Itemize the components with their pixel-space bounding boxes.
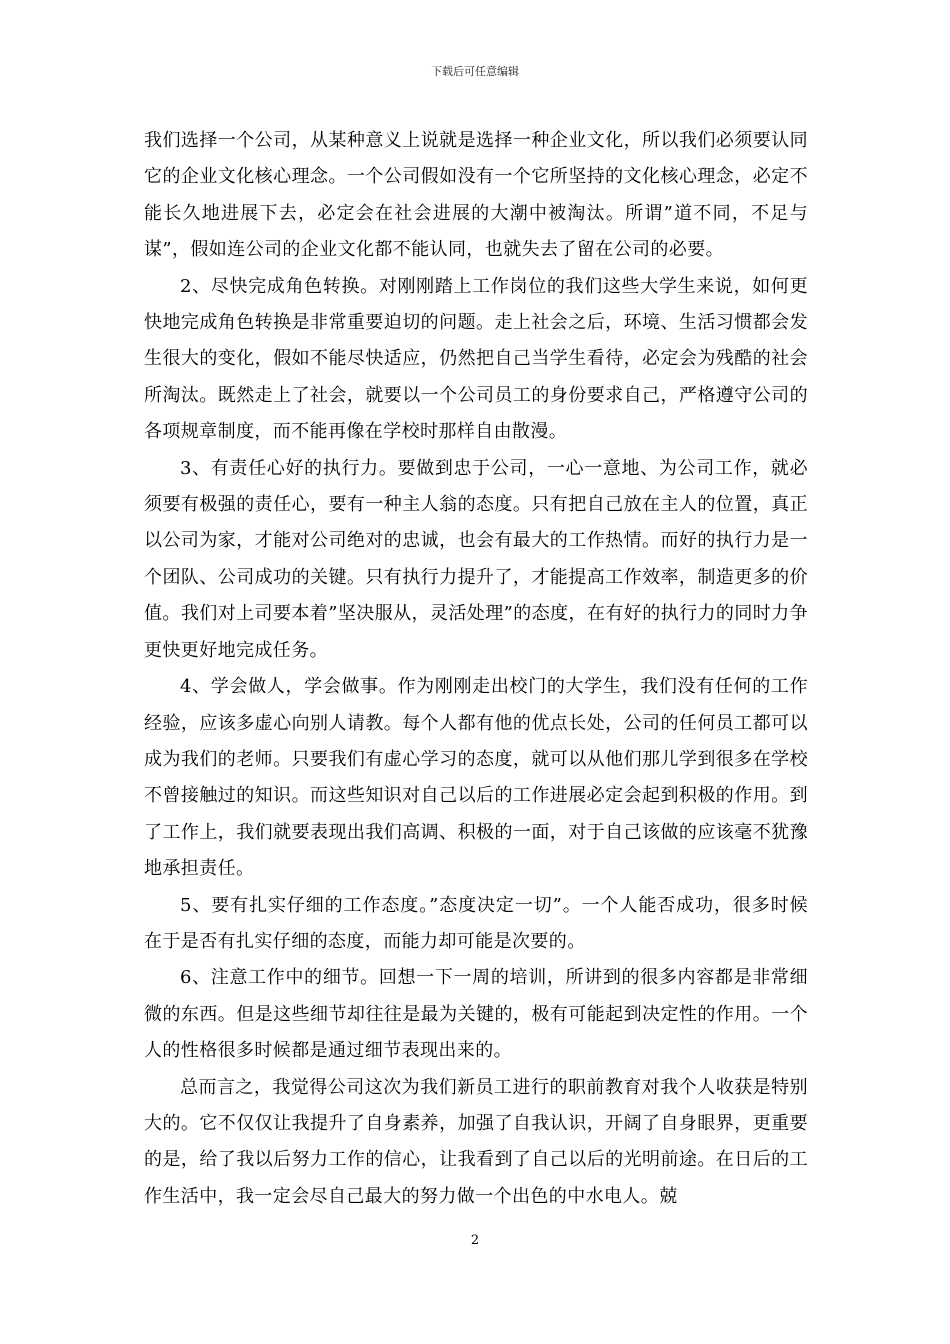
paragraph: 4、学会做人，学会做事。作为刚刚走出校门的大学生，我们没有任何的工作经验，应该多虚心向别人请教。每个人都有他的优点长处，公司的任何员工都可以成为我们的老师。只要我们有虚心学习的态度，就可以从他们那儿学到很多在学校不曾接触过的知识。而这些知识对自己以后的工作进展必定会起到积极的作用。到了工作上，我们就要表现出我们高调、积极的一面，对于自己该做的应该毫不犹豫地承担责任。 xyxy=(144,676,808,880)
page-number: 2 xyxy=(470,1233,480,1248)
document-body xyxy=(144,123,808,1215)
paragraph: 3、有责任心好的执行力。要做到忠于公司，一心一意地、为公司工作，就必须要有极强的责任心，要有一种主人翁的态度。只有把自己放在主人的位置，真正以公司为家，才能对公司绝对的忠诚，也会有最大的工作热情。而好的执行力是一个团队、公司成功的关键。只有执行力提升了，才能提高工作效率，制造更多的价值。我们对上司要本着”坚决服从，灵活处理”的态度，在有好的执行力的同时力争更快更好地完成任务。 xyxy=(144,457,808,661)
paragraph: 2、尽快完成角色转换。对刚刚踏上工作岗位的我们这些大学生来说，如何更快地完成角色转换是非常重要迫切的问题。走上社会之后，环境、生活习惯都会发生很大的变化，假如不能尽快适应，仍然把自己当学生看待，必定会为残酷的社会所淘汰。既然走上了社会，就要以一个公司员工的身份要求自己，严格遵守公司的各项规章制度，而不能再像在学校时那样自由散漫。 xyxy=(144,275,808,443)
paragraph: 我们选择一个公司，从某种意义上说就是选择一种企业文化，所以我们必须要认同它的企业文化核心理念。一个公司假如没有一个它所坚持的文化核心理念，必定不能长久地进展下去，必定会在社会进展的大潮中被淘汰。所谓”道不同，不足与谋”，假如连公司的企业文化都不能认同，也就失去了留在公司的必要。 xyxy=(144,130,808,261)
page-header: 下载后可任意编辑 xyxy=(431,65,519,78)
paragraph: 5、要有扎实仔细的工作态度。”态度决定一切”。一个人能否成功，很多时候在于是否有扎实仔细的态度，而能力却可能是次要的。 xyxy=(144,894,808,952)
paragraph: 6、注意工作中的细节。回想一下一周的培训，所讲到的很多内容都是非常细微的东西。但是这些细节却往往是最为关键的，极有可能起到决定性的作用。一个人的性格很多时候都是通过细节表现出来的。 xyxy=(144,967,808,1062)
paragraph: 总而言之，我觉得公司这次为我们新员工进行的职前教育对我个人收获是特别大的。它不仅仅让我提升了自身素养，加强了自我认识，开阔了自身眼界，更重要的是，给了我以后努力工作的信心，让我看到了自己以后的光明前途。在日后的工作生活中，我一定会尽自己最大的努力做一个出色的中水电人。兢 xyxy=(144,1076,808,1207)
